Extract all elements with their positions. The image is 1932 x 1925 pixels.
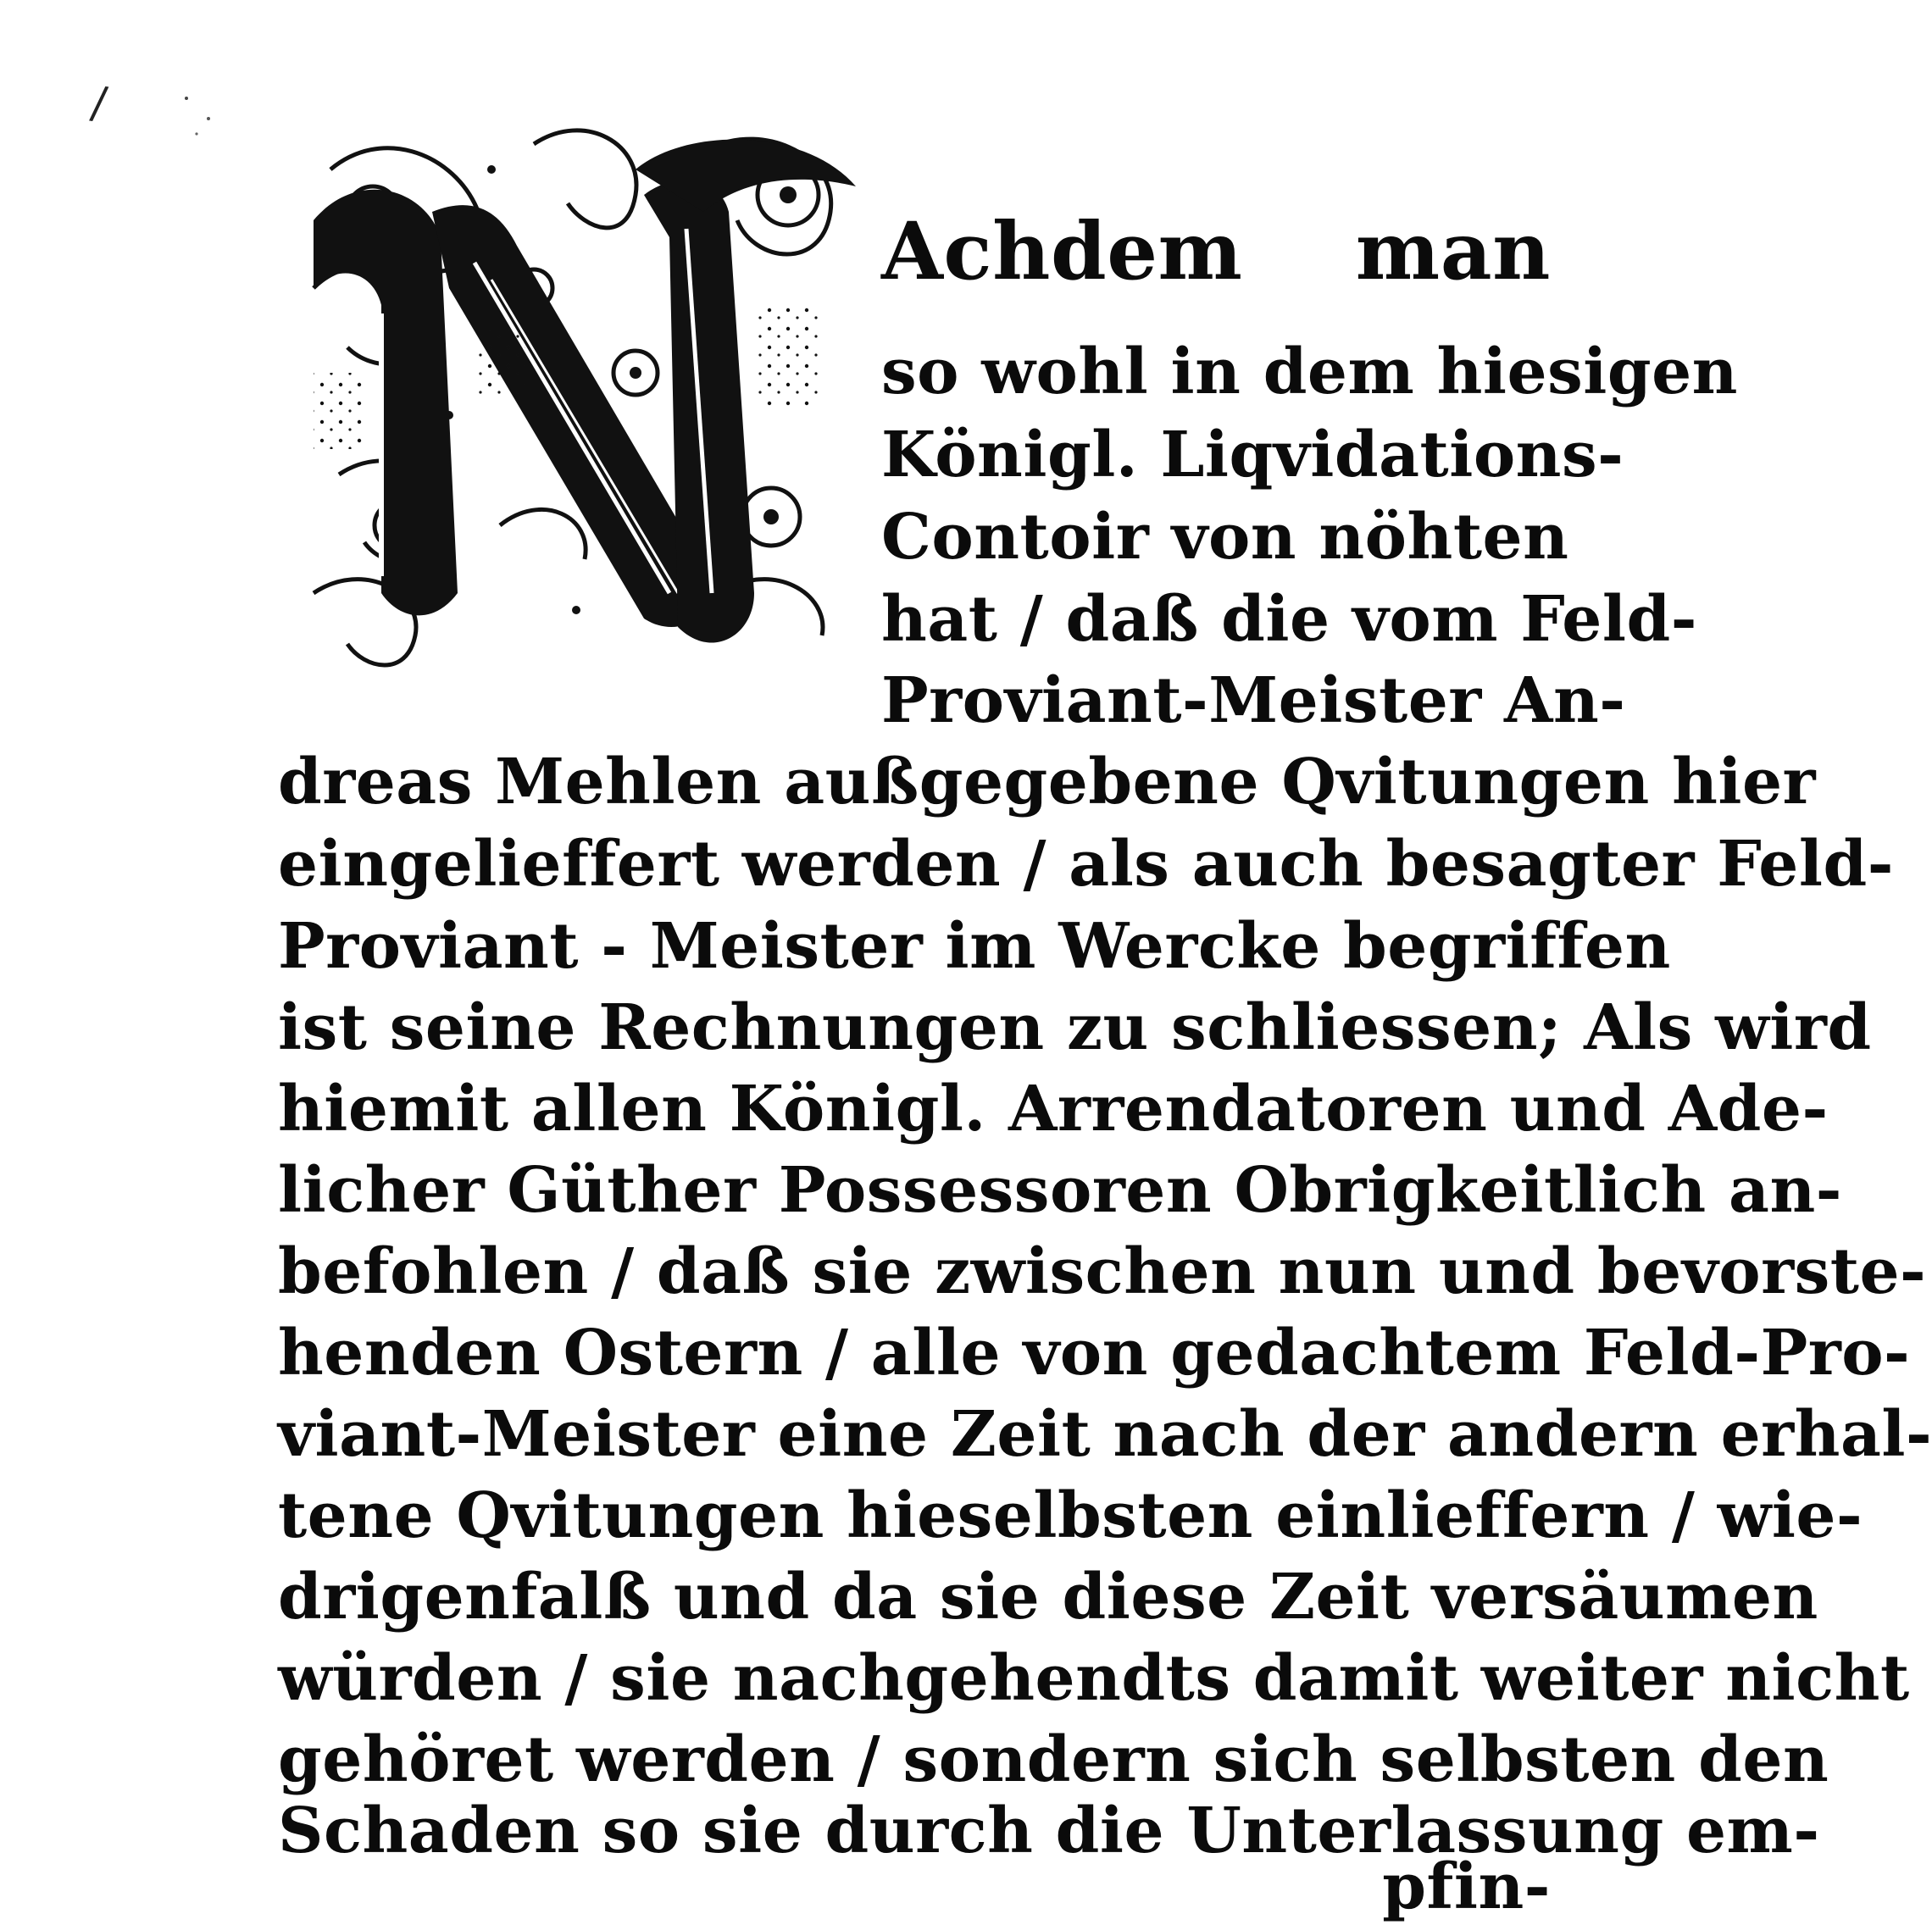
- text-line: Contoir von nöhten: [881, 501, 1569, 574]
- margin-mark: /: [87, 77, 110, 130]
- text-line: licher Güther Possessoren Obrigkeitlich an-: [278, 1154, 1842, 1227]
- text-line: befohlen / daß sie zwischen nun und bevorste-: [278, 1235, 1927, 1308]
- text-line: Achdem man: [881, 205, 1551, 298]
- text-line: ist seine Rechnungen zu schliessen; Als wird: [278, 991, 1872, 1064]
- text-line: gehöret werden / sondern sich selbsten den: [278, 1723, 1829, 1796]
- text-line: Proviant - Meister im Wercke begriffen: [278, 910, 1671, 983]
- catchword: pfin-: [1382, 1850, 1551, 1923]
- text-line: eingelieffert werden / als auch besagter Feld-: [278, 828, 1894, 901]
- text-line: viant-Meister eine Zeit nach der andern erhal-: [278, 1398, 1932, 1471]
- text-line: Schaden so sie durch die Unterlassung em-: [278, 1795, 1820, 1867]
- text-line: henden Ostern / alle von gedachtem Feld-Pro-: [278, 1317, 1911, 1390]
- text-line: würden / sie nachgehendts damit weiter nicht: [278, 1642, 1910, 1715]
- text-line: Proviant-Meister An-: [881, 664, 1626, 737]
- text-line: drigenfalß und da sie diese Zeit versäumen: [278, 1561, 1818, 1634]
- text-line: dreas Mehlen außgegebene Qvitungen hier: [278, 746, 1817, 818]
- text-line: Königl. Liqvidations-: [881, 419, 1624, 491]
- text-line: tene Qvitungen hieselbsten einlieffern / wie-: [278, 1479, 1863, 1552]
- text-line: so wohl in dem hiesigen: [881, 336, 1738, 408]
- text-line: hiemit allen Königl. Arrendatoren und Ade-: [278, 1073, 1829, 1146]
- text-line: hat / daß die vom Feld-: [881, 583, 1697, 656]
